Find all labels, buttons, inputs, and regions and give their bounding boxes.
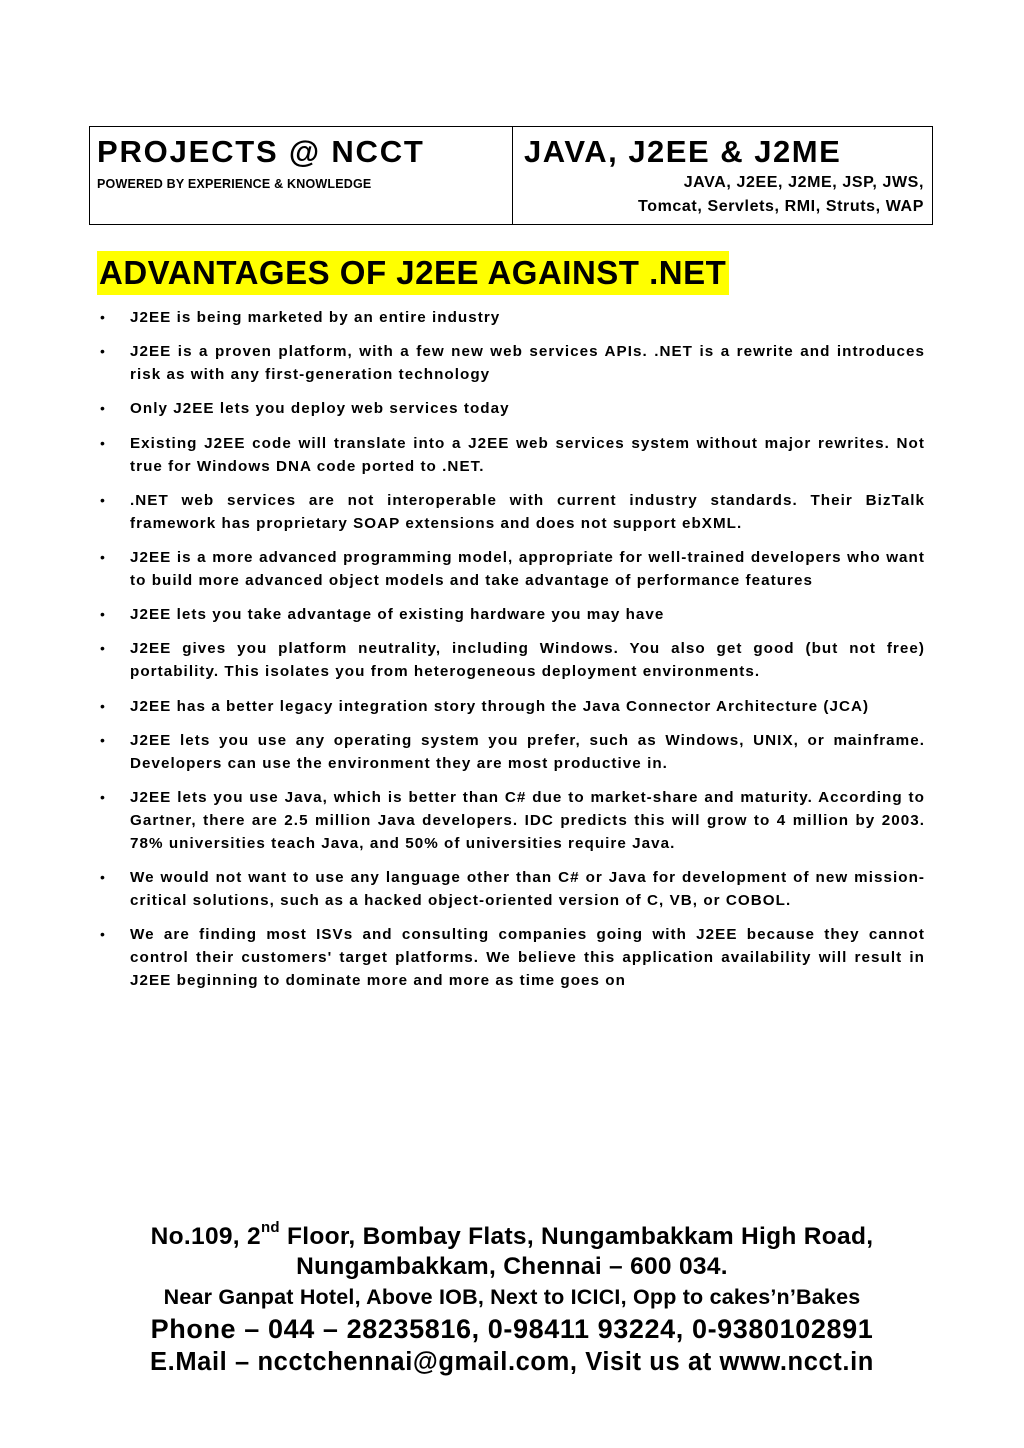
bullet-icon: • [100,788,106,805]
list-item-text: We are finding most ISVs and consulting companies going with J2EE because they cannot control their customers' target platforms. We believe this application availability will result in J2EE beginning to dominate more and more as time goes on [130,926,925,990]
list-item [97,397,925,420]
bullet-icon: • [100,697,106,714]
address-line-1 [88,1219,936,1252]
list-item [97,729,925,775]
address-ordinal: nd [260,1219,280,1236]
header-box [89,126,933,225]
advantages-list [97,306,925,1003]
list-item [97,489,925,535]
bullet-icon: • [100,343,106,360]
page-title: ADVANTAGES OF J2EE AGAINST .NET [97,251,729,295]
list-item [97,637,925,683]
list-item-text: We would not want to use any language other than C# or Java for development of new mission-critical solutions, such as a hacked object-oriented version of C, VB, or COBOL. [130,869,925,910]
header-left-cell [90,127,513,224]
list-item-text: .NET web services are not interoperable with current industry standards. Their BizTalk framework has proprietary SOAP extensions and does not support ebXML. [130,491,925,532]
bullet-icon: • [100,309,106,325]
address-suffix: Floor, Bombay Flats, Nungambakkam High Road, [279,1223,874,1250]
bullet-icon: • [100,548,106,565]
list-item [97,603,925,626]
list-item [97,432,925,478]
list-item-text: J2EE lets you take advantage of existing hardware you may have [130,606,665,624]
landmarks-line: Near Ganpat Hotel, Above IOB, Next to ICICI, Opp to cakes’n’Bakes [163,1285,861,1309]
phone-line: Phone – 044 – 28235816, 0-98411 93224, 0-9380102891 [150,1314,874,1344]
list-item [97,866,925,912]
list-item-text: J2EE gives you platform neutrality, including Windows. You also get good (but not free) portability. This isolates you from heterogeneous deployment environments. [130,640,925,681]
company-tagline: POWERED BY EXPERIENCE & KNOWLEDGE [97,177,372,191]
list-item-text: J2EE lets you use Java, which is better than C# due to market-share and maturity. According to Gartner, there are 2.5 million Java developers. IDC predicts this will grow to 4 million by 2003. 78% universities teach Java, and 50% of universities require Java. [130,788,925,852]
list-item [97,546,925,592]
list-item [97,923,925,992]
bullet-icon: • [100,926,106,943]
list-item-text: J2EE is a more advanced programming model, appropriate for well-trained developers who want to build more advanced object models and take advantage of performance features [130,548,925,589]
bullet-icon: • [100,731,106,748]
list-item [97,695,925,718]
bullet-icon: • [100,869,106,886]
list-item [97,786,925,855]
bullet-icon: • [100,491,106,508]
domain-title: JAVA, J2EE & J2ME [524,134,842,169]
bullet-icon: • [100,606,106,623]
company-title: PROJECTS @ NCCT [97,134,425,169]
list-item-text: J2EE has a better legacy integration story through the Java Connector Architecture (JCA) [130,697,870,715]
email-line: E.Mail – ncctchennai@gmail.com, Visit us at www.ncct.in [150,1348,874,1376]
list-item-text: J2EE is being marketed by an entire industry [130,309,501,326]
address-prefix: No.109, 2 [150,1223,261,1250]
bullet-icon: • [100,640,106,657]
address-line-2: Nungambakkam, Chennai – 600 034. [296,1253,728,1280]
list-item-text: Only J2EE lets you deploy web services today [130,400,510,418]
list-item-text: J2EE lets you use any operating system you prefer, such as Windows, UNIX, or mainframe. Developers can use the environment they are most productive in. [130,731,925,772]
header-right-cell [513,127,932,224]
list-item [97,340,925,386]
tech-line-2: Tomcat, Servlets, RMI, Struts, WAP [638,198,924,215]
list-item [97,306,925,329]
list-item-text: Existing J2EE code will translate into a J2EE web services system without major rewrites. Not true for Windows DNA code ported to .NET. [130,434,925,475]
bullet-icon: • [100,434,106,451]
bullet-icon: • [100,400,106,417]
tech-line-1: JAVA, J2EE, J2ME, JSP, JWS, [683,174,924,191]
list-item-text: J2EE is a proven platform, with a few new web services APIs. .NET is a rewrite and introduces risk as with any first-generation technology [130,343,925,384]
footer-contact [88,1219,936,1378]
